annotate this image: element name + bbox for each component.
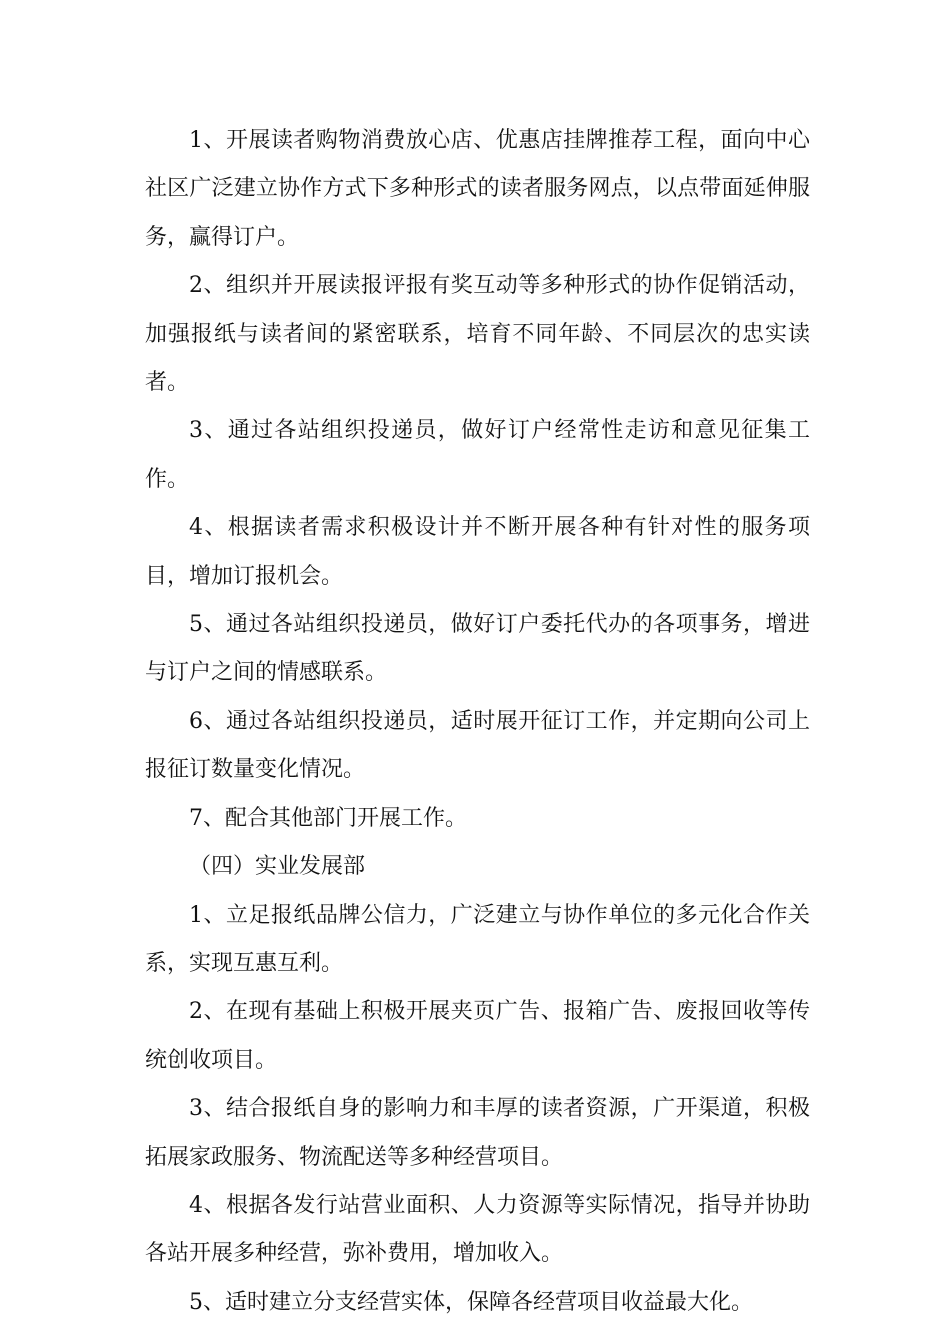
paragraph-item-5: 5、通过各站组织投递员，做好订户委托代办的各项事务，增进与订户之间的情感联系。 xyxy=(145,612,810,686)
section-heading: （四）实业发展部 xyxy=(189,854,366,880)
paragraph-item-7: 7、配合其他部门开展工作。 xyxy=(189,805,467,831)
paragraph-item-4: 4、根据读者需求积极设计并不断开展各种有针对性的服务项目，增加订报机会。 xyxy=(145,515,810,589)
section-paragraph-item-2: 2、在现有基础上积极开展夹页广告、报箱广告、废报回收等传统创收项目。 xyxy=(145,999,810,1073)
section-paragraph-item-4: 4、根据各发行站营业面积、人力资源等实际情况，指导并协助各站开展多种经营，弥补费用，增加收入。 xyxy=(145,1192,810,1267)
paragraph-item-6: 6、通过各站组织投递员，适时展开征订工作，并定期向公司上报征订数量变化情况。 xyxy=(145,708,810,783)
paragraph-item-2: 2、组织并开展读报评报有奖互动等多种形式的协作促销活动，加强报纸与读者间的紧密联系，培育不同年龄、不同层次的忠实读者。 xyxy=(145,273,810,396)
section-paragraph-item-1: 1、立足报纸品牌公信力，广泛建立与协作单位的多元化合作关系，实现互惠互利。 xyxy=(145,902,810,976)
paragraph-item-1: 1、开展读者购物消费放心店、优惠店挂牌推荐工程，面向中心社区广泛建立协作方式下多种形式的读者服务网点，以点带面延伸服务，赢得订户。 xyxy=(145,128,810,250)
section-paragraph-item-3: 3、结合报纸自身的影响力和丰厚的读者资源，广开渠道，积极拓展家政服务、物流配送等多种经营项目。 xyxy=(145,1096,810,1170)
section-paragraph-item-5: 5、适时建立分支经营实体，保障各经营项目收益最大化。 xyxy=(189,1289,753,1315)
document-body xyxy=(145,117,810,1327)
paragraph-item-3: 3、通过各站组织投递员，做好订户经常性走访和意见征集工作。 xyxy=(145,418,810,492)
